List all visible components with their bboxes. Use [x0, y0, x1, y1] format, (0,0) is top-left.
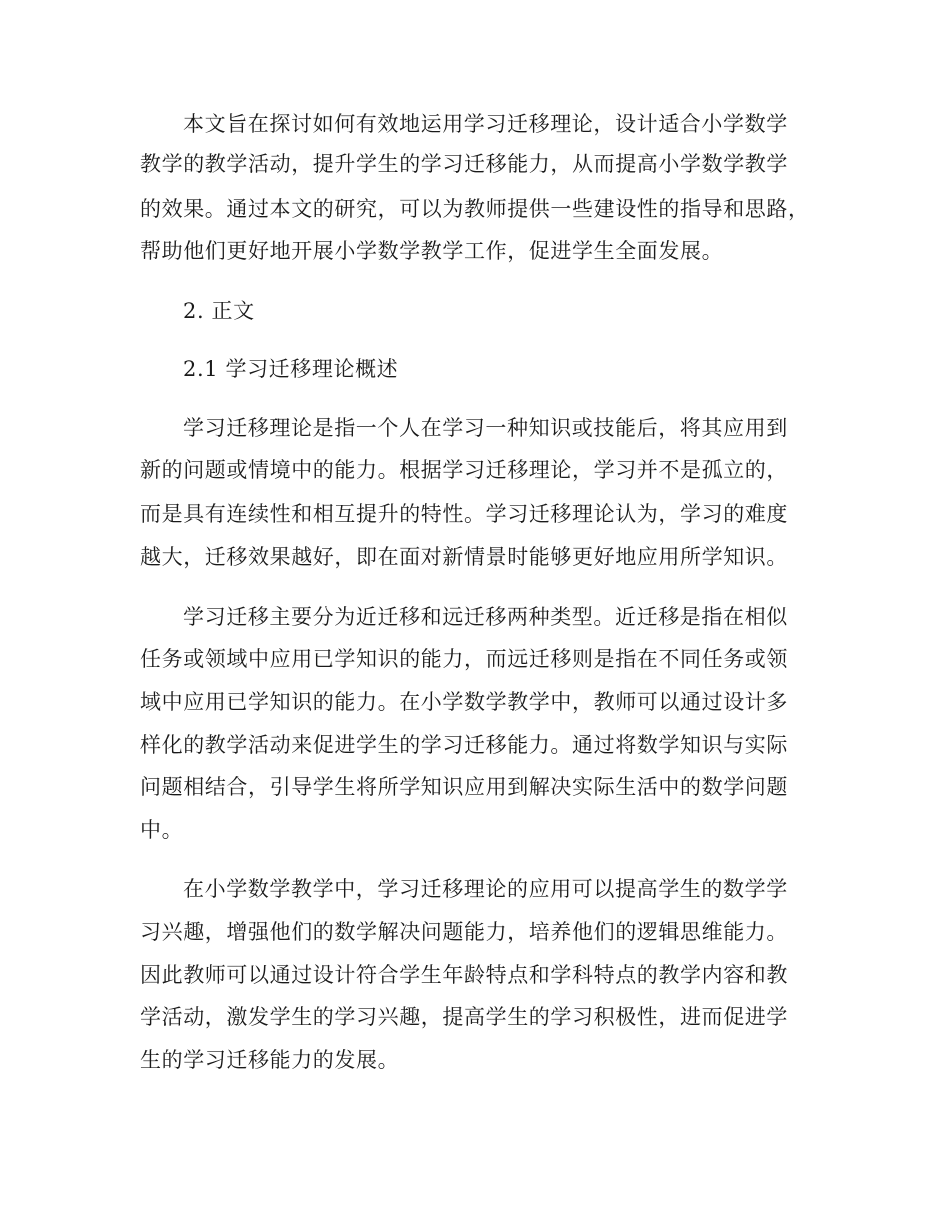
transfer-types-line-4: 样化的教学活动来促进学生的学习迁移能力。通过将数学知识与实际	[140, 733, 788, 757]
theory-line-2: 新的问题或情境中的能力。根据学习迁移理论，学习并不是孤立的，	[140, 458, 788, 482]
theory-line-3: 而是具有连续性和相互提升的特性。学习迁移理论认为，学习的难度	[140, 502, 788, 526]
subsection-heading: 2.1 学习迁移理论概述	[183, 357, 399, 381]
theory-line-1: 学习迁移理论是指一个人在学习一种知识或技能后，将其应用到	[183, 416, 788, 440]
transfer-types-line-5: 问题相结合，引导学生将所学知识应用到解决实际生活中的数学问题	[140, 775, 788, 799]
application-line-1: 在小学数学教学中，学习迁移理论的应用可以提高学生的数学学	[183, 877, 788, 901]
transfer-types-line-2: 任务或领域中应用已学知识的能力，而远迁移则是指在不同任务或领	[140, 647, 788, 671]
intro-line-4: 帮助他们更好地开展小学数学教学工作，促进学生全面发展。	[140, 239, 724, 263]
transfer-types-line-6: 中。	[140, 818, 184, 842]
section-heading: 2. 正文	[183, 299, 255, 323]
application-line-3: 因此教师可以通过设计符合学生年龄特点和学科特点的教学内容和教	[140, 963, 788, 987]
theory-line-4: 越大，迁移效果越好，即在面对新情景时能够更好地应用所学知识。	[140, 545, 788, 569]
intro-line-2: 教学的教学活动，提升学生的学习迁移能力，从而提高小学数学教学	[140, 152, 788, 176]
intro-line-1: 本文旨在探讨如何有效地运用学习迁移理论，设计适合小学数学	[183, 112, 788, 136]
transfer-types-line-3: 域中应用已学知识的能力。在小学数学教学中，教师可以通过设计多	[140, 690, 788, 714]
application-line-4: 学活动，激发学生的学习兴趣，提高学生的学习积极性，进而促进学	[140, 1005, 788, 1029]
application-line-2: 习兴趣，增强他们的数学解决问题能力，培养他们的逻辑思维能力。	[140, 920, 788, 944]
transfer-types-line-1: 学习迁移主要分为近迁移和远迁移两种类型。近迁移是指在相似	[183, 605, 788, 629]
application-line-5: 生的学习迁移能力的发展。	[140, 1048, 400, 1072]
intro-line-3: 的效果。通过本文的研究，可以为教师提供一些建设性的指导和思路，	[140, 197, 810, 221]
